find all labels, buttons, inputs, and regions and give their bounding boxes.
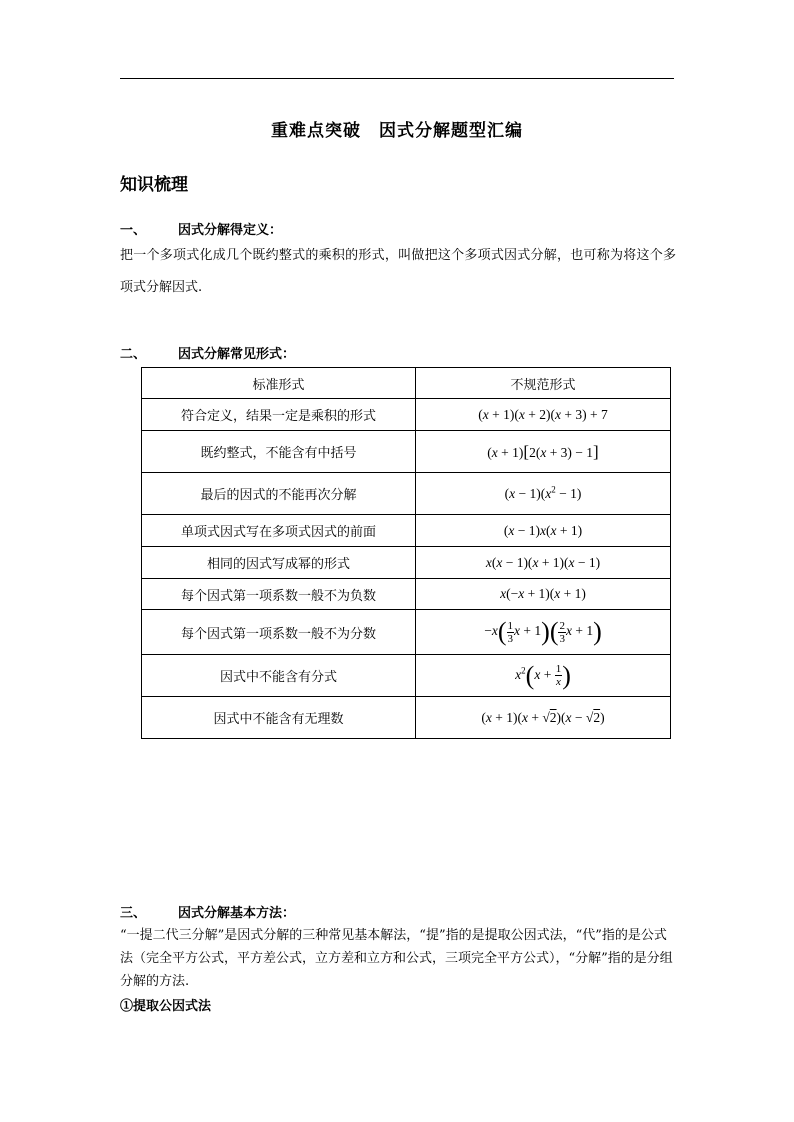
standard-cell: 单项式因式写在多项式因式的前面: [142, 515, 416, 547]
method-1-heading: ①提取公因式法: [120, 999, 212, 1014]
nonstandard-cell: [416, 547, 671, 579]
knowledge-heading: 知识梳理: [120, 175, 188, 195]
section-1-number: 一、: [120, 223, 147, 238]
section-2-number: 二、: [120, 347, 147, 362]
section-3-title: 因式分解基本方法：: [178, 906, 296, 921]
math-expression: (x − 1)x(x + 1): [503, 522, 583, 538]
nonstandard-cell: [416, 515, 671, 547]
table-header-row: [142, 368, 671, 399]
math-expression: (x + 1)(x + √2)(x − √2): [481, 709, 605, 725]
table-row: [142, 547, 671, 579]
table-row: [142, 655, 671, 697]
table-row: [142, 697, 671, 739]
section-3-number: 三、: [120, 906, 147, 921]
table-row: [142, 579, 671, 610]
header-standard: 标准形式: [142, 368, 416, 399]
page-title: 重难点突破 因式分解题型汇编: [271, 121, 523, 141]
nonstandard-cell: [416, 431, 671, 473]
table-row: [142, 473, 671, 515]
standard-cell: 每个因式第一项系数一般不为负数: [142, 579, 416, 610]
math-expression: $x^2(x$ + $\frac{1}{x}$ ): [515, 660, 571, 690]
standard-cell: 符合定义，结果一定是乘积的形式: [142, 399, 416, 431]
math-expression: $(x - 1)(x^2 - 1)$: [504, 484, 582, 502]
standard-cell: 每个因式第一项系数一般不为分数: [142, 610, 416, 655]
standard-cell: 因式中不能含有无理数: [142, 697, 416, 739]
standard-cell: 相同的因式写成幂的形式: [142, 547, 416, 579]
math-expression: (x + 1)(x + 2)(x + 3) + 7: [478, 406, 608, 422]
standard-cell: 既约整式，不能含有中括号: [142, 431, 416, 473]
nonstandard-cell: [416, 579, 671, 610]
section-2-heading: [120, 343, 295, 362]
section-3-heading: [120, 902, 295, 921]
section-1-title: 因式分解得定义：: [178, 223, 283, 238]
nonstandard-cell: [416, 399, 671, 431]
math-expression: (x + 1)[2(x + 3) − 1]: [487, 441, 599, 461]
header-rule: [120, 78, 674, 79]
nonstandard-cell: [416, 655, 671, 697]
standard-cell: 最后的因式的不能再次分解: [142, 473, 416, 515]
table-row: [142, 399, 671, 431]
forms-table: [141, 367, 671, 739]
section-1-heading: [120, 219, 282, 238]
table-row: [142, 431, 671, 473]
nonstandard-cell: [416, 610, 671, 655]
section-2-title: 因式分解常见形式：: [178, 347, 296, 362]
nonstandard-cell: [416, 697, 671, 739]
header-nonstandard: 不规范形式: [416, 368, 671, 399]
section-1-text: 把一个多项式化成几个既约整式的乘积的形式，叫做把这个多项式因式分解，也可称为将这个多项式分解因式.: [120, 248, 676, 295]
math-expression: x(−x + 1)(x + 1): [500, 586, 586, 601]
math-expression: x(x − 1)(x + 1)(x − 1): [485, 554, 601, 570]
table-row: [142, 515, 671, 547]
table-row: [142, 610, 671, 655]
section-3-text: “一提二代三分解”是因式分解的三种常见基本解法，“提”指的是提取公因式法，“代”指的是公式法（完全平方公式，平方差公式，立方差和立方和公式，三项完全平方公式），“分解”指的是分组分解的方法.: [120, 928, 673, 989]
standard-cell: 因式中不能含有分式: [142, 655, 416, 697]
nonstandard-cell: [416, 473, 671, 515]
math-expression: −x( $\frac{1}{3}$ x + 1)( $\frac{2}{3}$ x + 1): [484, 617, 602, 646]
